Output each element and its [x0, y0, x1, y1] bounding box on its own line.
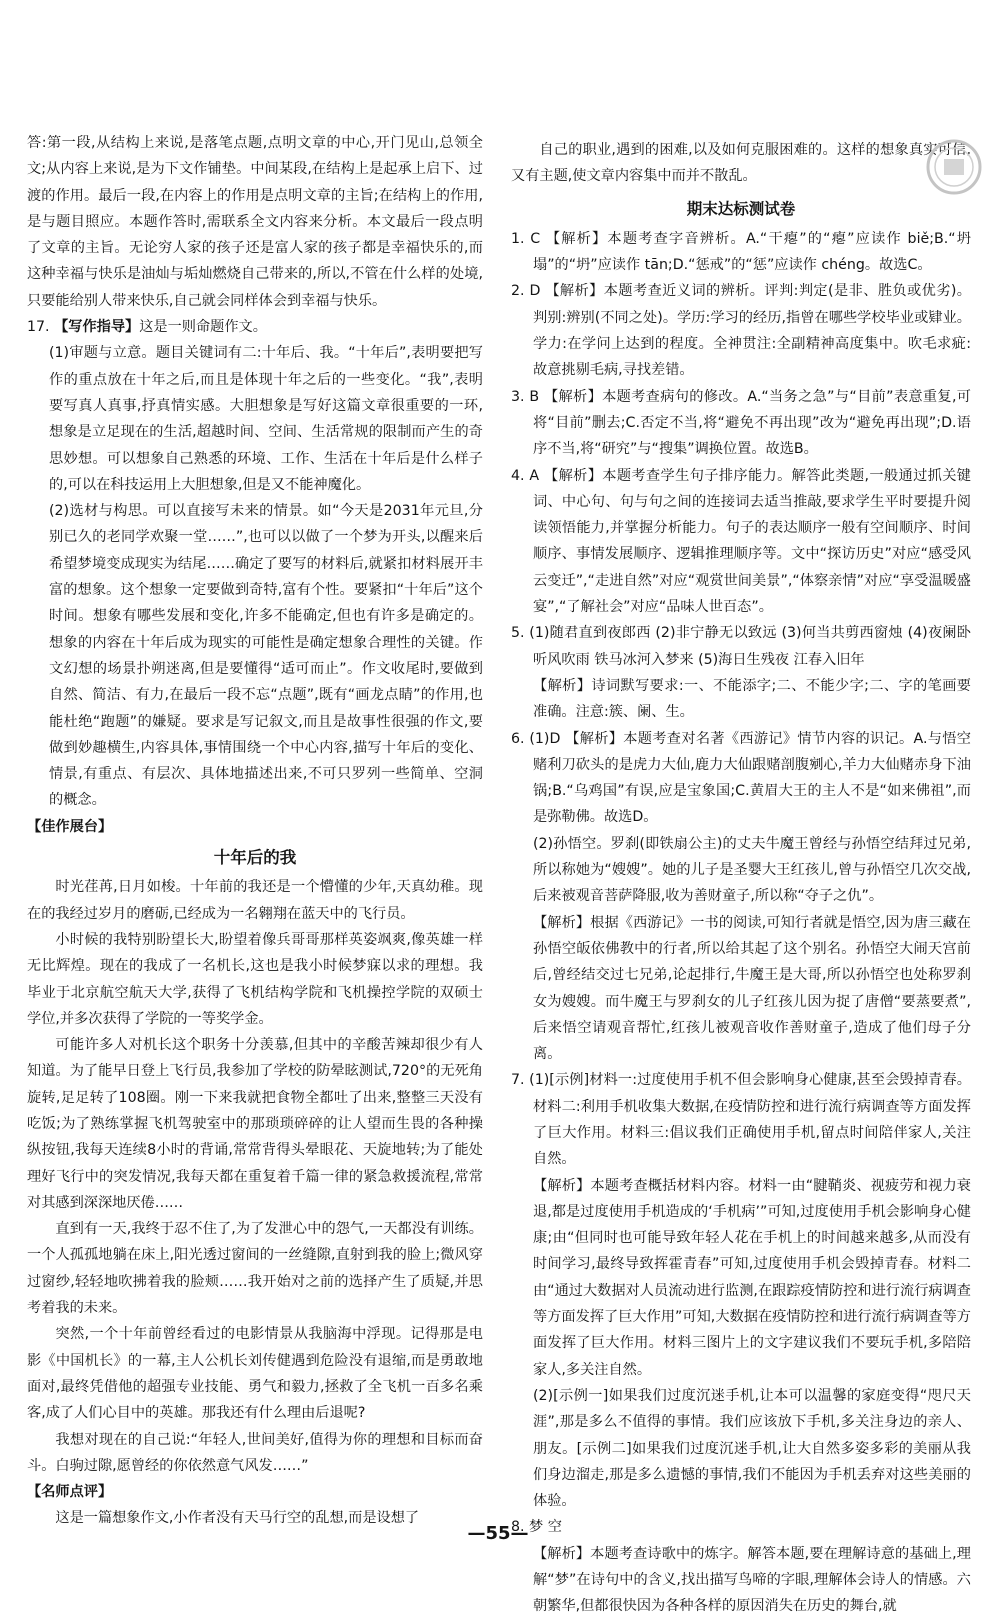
- answer-item: 2. D 【解析】本题考查近义词的辨析。评判:判定(是非、胜负或优劣)。判别:辨别(不同之处)。学历:学习的经历,指曾在哪些学校毕业或肄业。学力:在学问上达到的程度。全神贯注:全副精神高度集中。吹毛求疵:故意挑剔毛病,寻找差错。: [511, 283, 971, 379]
- answer-item: 5. (1)随君直到夜郎西 (2)非宁静无以致远 (3)何当共剪西窗烛 (4)夜阑卧听风吹雨 铁马冰河入梦来 (5)海日生残夜 江春入旧年: [511, 625, 971, 668]
- writing-guide-intro: 这是一则命题作文。: [139, 319, 267, 336]
- left-column: [27, 130, 483, 1532]
- watermark-logo: [800, 1512, 976, 1592]
- answer-paragraph: 答:第一段,从结构上来说,是落笔点题,点明文章的中心,开门见山,总领全文;从内容上来说,是为下文作铺垫。中间某段,在结构上是起承上启下、过渡的作用。最后一段,在内容上的作用是点明文章的主旨;在结构上的作用,是与题目照应。本题作答时,需联系全文内容来分析。本文最后一段点明了文章的主旨。无论穷人家的孩子还是富人家的孩子都是幸福快乐的,而这种幸福与快乐是油灿与垢灿燃烧自己带来的,所以,不管在什么样的处境,只要能给别人带来快乐,自己就会同样体会到幸福与快乐。: [27, 135, 483, 309]
- answer-item: 1. C 【解析】本题考查字音辨析。A.“干瘪”的“瘪”应读作 biě;B.“坍塌”的“坍”应读作 tān;D.“惩戒”的“惩”应读作 chéng。故选C。: [511, 230, 971, 274]
- answer-subitem: (2)[示例一]如果我们过度沉迷手机,让本可以温馨的家庭变得“咫尺天涯”,那是多么不值得的事情。我们应该放下手机,多关注身边的亲人、朋友。[示例二]如果我们过度沉迷手机,让大自然多姿多彩的美丽从我们身边溜走,那是多么遗憾的事情,我们不能因为手机丢弃对这些美丽的体验。: [533, 1387, 971, 1510]
- writing-guide-point-1: (1)审题与立意。题目关键词有二:十年后、我。“十年后”,表明要把写作的重点放在十年之后,而且是体现十年之后的一些变化。“我”,表明要写真人真事,抒真情实感。大胆想象是写好这篇文章很重要的一环,想象是立足现在的生活,超越时间、空间、生活常规的限制而产生的奇思妙想。可以想象自己熟悉的环境、工作、生活在十年后是什么样子的,可以在科技运用上大胆想象,但是又不能神魔化。: [49, 345, 483, 493]
- page-number: —55—: [467, 1523, 529, 1544]
- question-17: [27, 314, 483, 340]
- essay-paragraph: 时光荏苒,日月如梭。十年前的我还是一个懵懂的少年,天真幼稚。现在的我经过岁月的磨砺,已经成为一名翱翔在蓝天中的飞行员。: [27, 879, 483, 922]
- answer-item: 6. (1)D 【解析】本题考查对名著《西游记》情节内容的识记。A.与悟空赌利刀砍头的是虎力大仙,鹿力大仙跟赌剖腹剜心,羊力大仙赌赤身下油锅;B.“乌鸡国”有误,应是宝象国;C.黄眉大王的主人不是“如来佛祖”,而是弥勒佛。故选D。: [511, 730, 971, 826]
- essay-paragraph: 我想对现在的自己说:“年轻人,世间美好,值得为你的理想和目标而奋斗。白驹过隙,愿曾经的你依然意气风发……”: [27, 1431, 483, 1474]
- section-title: 期末达标测试卷: [686, 199, 796, 218]
- essay-paragraph: 可能许多人对机长这个职务十分羡慕,但其中的辛酸苦辣却很少有人知道。为了能早日登上飞行员,我参加了学校的防晕眩测试,720°的无死角旋转,足足转了108圈。刚一下来我就把食物全都吐了出来,整整三天没有吃饭;为了熟练掌握飞机驾驶室中的那琐琐碎碎的让人望而生畏的各种操纵按钮,我每天连续8小时的背诵,常常背得头晕眼花、天旋地转;为了能处理好飞行中的突发情况,我每天都在重复着千篇一律的紧急救援流程,常常对其感到深深地厌倦……: [27, 1037, 483, 1211]
- writing-guide-point-2: (2)选材与构思。可以直接写未来的情景。如“今天是2031年元旦,分别已久的老同学欢聚一堂……”,也可以以做了一个梦为开头,以醒来后希望梦境变成现实为结尾……确定了要写的材料后,就紧扣材料展开丰富的想象。这个想象一定要做到奇特,富有个性。要紧扣“十年后”这个时间。想象有哪些发展和变化,许多不能确定,但也有许多是确定的。想象的内容在十年后成为现实的可能性是确定想象合理性的关键。作文幻想的场景扑朔迷离,但是要懂得“适可而止”。作文收尾时,要做到自然、简洁、有力,在最后一段不忘“点题”,既有“画龙点睛”的作用,也能杜绝“跑题”的嫌疑。要求是写记叙文,而且是故事性很强的作文,要做到妙趣横生,内容具体,事情围绕一个中心内容,描写十年后的变化、情景,有重点、有层次、具体地描述出来,不可只罗列一些简单、空洞的概念。: [49, 503, 483, 809]
- answer-item: 7. (1)[示例]材料一:过度使用手机不但会影响身心健康,甚至会毁掉青春。材料二:利用手机收集大数据,在疫情防控和进行流行病调查等方面发挥了巨大作用。材料三:倡议我们正确使用手机,留点时间陪伴家人,关注自然。: [511, 1072, 971, 1168]
- essay-paragraph: 小时候的我特别盼望长大,盼望着像兵哥哥那样英姿飒爽,像英雄一样无比辉煌。现在的我成了一名机长,这也是我小时候梦寐以求的理想。我毕业于北京航空航天大学,获得了飞机结构学院和飞机操控学院的双硕士学位,并多次获得了学院的一等奖学金。: [27, 931, 483, 1027]
- answer-item: 3. B 【解析】本题考查病句的修改。A.“当务之急”与“目前”表意重复,可将“目前”删去;C.否定不当,将“避免不再出现”改为“避免再出现”;D.语序不当,将“研究”与“搜集”调换位置。故选B。: [511, 388, 971, 458]
- essay-paragraph: 突然,一个十年前曾经看过的电影情景从我脑海中浮现。记得那是电影《中国机长》的一幕,主人公机长刘传健遇到危险没有退缩,而是勇敢地面对,最终凭借他的超强专业技能、勇气和毅力,拯救了全飞机一百多名乘客,成了人们心目中的英雄。那我还有什么理由后退呢?: [27, 1326, 483, 1422]
- commentary-tag: 【名师点评】: [27, 1484, 113, 1501]
- answer-subitem: (2)孙悟空。罗刹(即铁扇公主)的丈夫牛魔王曾经与孙悟空结拜过兄弟,所以称她为“嫂嫂”。她的儿子是圣婴大王红孩儿,曾与孙悟空几次交战,后来被观音菩萨降服,收为善财童子,所以称“夺子之仇”。: [533, 835, 971, 905]
- watermark-seal-icon: [924, 137, 984, 197]
- right-column: [511, 137, 971, 1620]
- question-number: 17.: [27, 319, 50, 336]
- answer-item: 8. 梦 空: [511, 1519, 562, 1536]
- showcase-tag: 【佳作展台】: [27, 818, 113, 835]
- writing-guide-tag: 【写作指导】: [54, 319, 140, 336]
- answer-analysis: 【解析】本题考查诗歌中的炼字。解答本题,要在理解诗意的基础上,理解“梦”在诗句中的含义,找出描写鸟啼的字眼,理解体会诗人的情感。六朝繁华,但都很快因为各种各样的原因消失在历史的舞台,就: [533, 1545, 971, 1615]
- commentary-text: 这是一篇想象作文,小作者没有天马行空的乱想,而是设想了: [55, 1510, 420, 1527]
- essay-paragraph: 直到有一天,我终于忍不住了,为了发泄心中的怨气,一天都没有训练。一个人孤孤地躺在床上,阳光透过窗间的一丝缝隙,直射到我的脸上;微风穿过窗纱,轻轻地吹拂着我的脸颊……我开始对之前的选择产生了质疑,并思考着我的未来。: [27, 1221, 483, 1317]
- continued-paragraph: 自己的职业,遇到的困难,以及如何克服困难的。这样的想象真实可信,又有主题,使文章内容集中而并不散乱。: [511, 142, 971, 185]
- answer-item: 4. A 【解析】本题考查学生句子排序能力。解答此类题,一般通过抓关键词、中心句、句与句之间的连接词去适当推敲,要求学生平时要提升阅读领悟能力,并掌握分析能力。句子的表达顺序一般有空间顺序、时间顺序、事情发展顺序、逻辑推理顺序等。文中“探访历史”对应“感受风云变迁”,“走进自然”对应“观赏世间美景”,“体察亲情”对应“享受温暖盛宴”,“了解社会”对应“品味人世百态”。: [511, 467, 971, 616]
- essay-title: 十年后的我: [213, 848, 297, 868]
- answer-analysis: 【解析】诗词默写要求:一、不能添字;二、不能少字;二、字的笔画要准确。注意:簇、阑、生。: [533, 677, 971, 721]
- answer-analysis: 【解析】根据《西游记》一书的阅读,可知行者就是悟空,因为唐三藏在孙悟空皈依佛教中的行者,所以给其起了这个别名。孙悟空大闹天宫前后,曾经结交过七兄弟,论起排行,牛魔王是大哥,所以孙悟空也处称罗刹女为嫂嫂。而牛魔王与罗刹女的儿子红孩儿因为捉了唐僧“要蒸要煮”,后来悟空请观音帮忙,红孩儿被观音收作善财童子,造成了他们母子分离。: [533, 914, 971, 1063]
- answer-analysis: 【解析】本题考查概括材料内容。材料一由“腱鞘炎、视疲劳和视力衰退,都是过度使用手机造成的‘手机病’”可知,过度使用手机会影响身心健康;由“但同时也可能导致年轻人花在手机上的时间越来越多,从而没有时间学习,最终导致挥霍青春”可知,过度使用手机会毁掉青春。材料二由“通过大数据对人员流动进行监测,在跟踪疫情防控和进行流行病调查等方面发挥了巨大作用”可知,大数据在疫情防控和进行流行病调查等方面发挥了巨大作用。材料三图片上的文字建议我们不要玩手机,多陪陪家人,多关注自然。: [533, 1177, 971, 1378]
